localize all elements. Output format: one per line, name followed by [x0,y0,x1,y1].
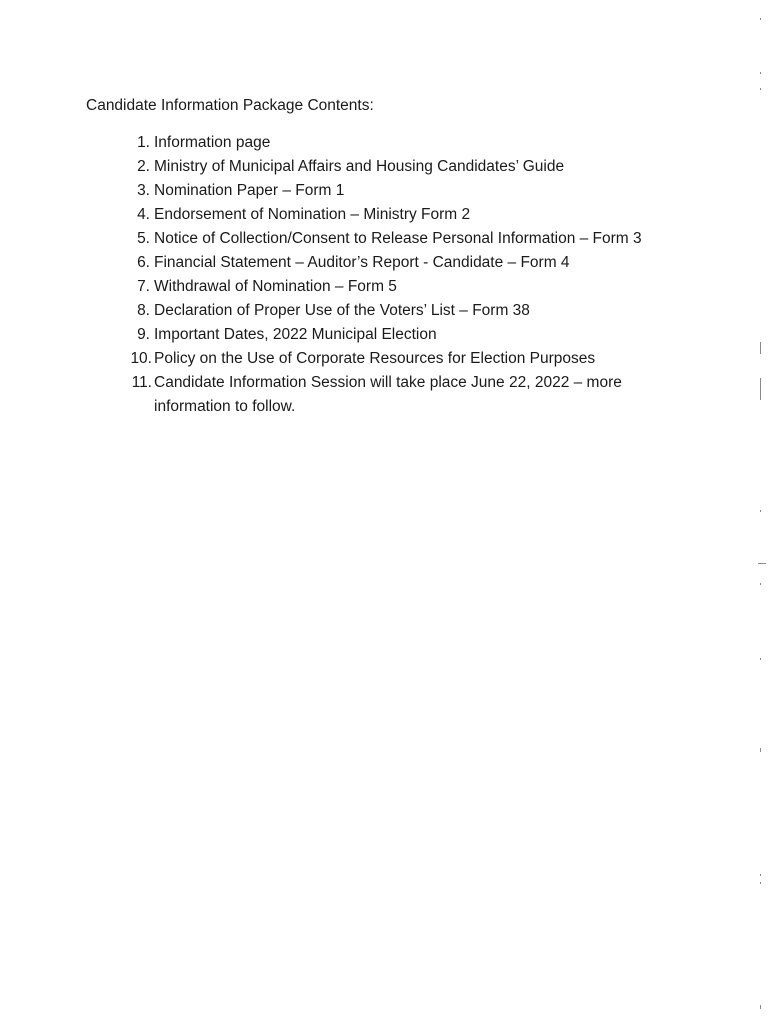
item-text: Endorsement of Nomination – Ministry Form 2 [154,206,471,223]
list-item [110,251,690,275]
scan-artifact [760,748,761,752]
item-text: Declaration of Proper Use of the Voters’ List – Form 38 [154,302,530,319]
item-text: Notice of Collection/Consent to Release Personal Information – Form 3 [154,230,642,247]
item-text: Information page [154,134,271,151]
list-item [110,179,690,203]
item-text: Policy on the Use of Corporate Resources for Election Purposes [154,350,596,367]
scan-artifact [760,378,761,400]
item-number: 7. [137,278,150,295]
item-number: 11. [131,374,152,391]
scan-artifact [760,658,761,660]
item-number: 1. [137,134,150,151]
item-number: 10. [130,350,152,367]
scan-artifact [760,1005,761,1009]
scan-artifact [760,874,761,876]
scan-artifact [760,583,761,585]
list-item [110,131,690,155]
scan-artifact [760,882,761,884]
list-item [110,203,690,227]
item-text: Financial Statement – Auditor’s Report - Candidate – Form 4 [154,254,570,271]
item-number: 6. [137,254,150,271]
item-text: Important Dates, 2022 Municipal Election [154,326,437,343]
list-item [110,347,690,371]
item-number: 5. [137,230,150,247]
contents-list [110,131,690,419]
item-text: Withdrawal of Nomination – Form 5 [154,278,397,295]
list-item [110,299,690,323]
item-number: 9. [137,326,150,343]
scan-artifact [760,342,761,354]
item-text: Nomination Paper – Form 1 [154,182,345,199]
item-text: Ministry of Municipal Affairs and Housing Candidates’ Guide [154,158,565,175]
item-number: 4. [137,206,150,223]
list-item [110,371,690,419]
list-item [110,323,690,347]
scan-artifact [760,510,761,512]
item-number: 2. [137,158,150,175]
list-item [110,275,690,299]
item-text: Candidate Information Session will take place June 22, 2022 – more information to follow. [154,374,622,415]
item-number: 8. [137,302,150,319]
scan-artifact [758,563,766,564]
contents-heading: Candidate Information Package Contents: [86,97,374,114]
item-number: 3. [137,182,150,199]
scan-artifact [760,72,761,74]
list-item [110,155,690,179]
scan-artifact [760,18,761,20]
list-item [110,227,690,251]
scan-artifact [760,88,761,90]
